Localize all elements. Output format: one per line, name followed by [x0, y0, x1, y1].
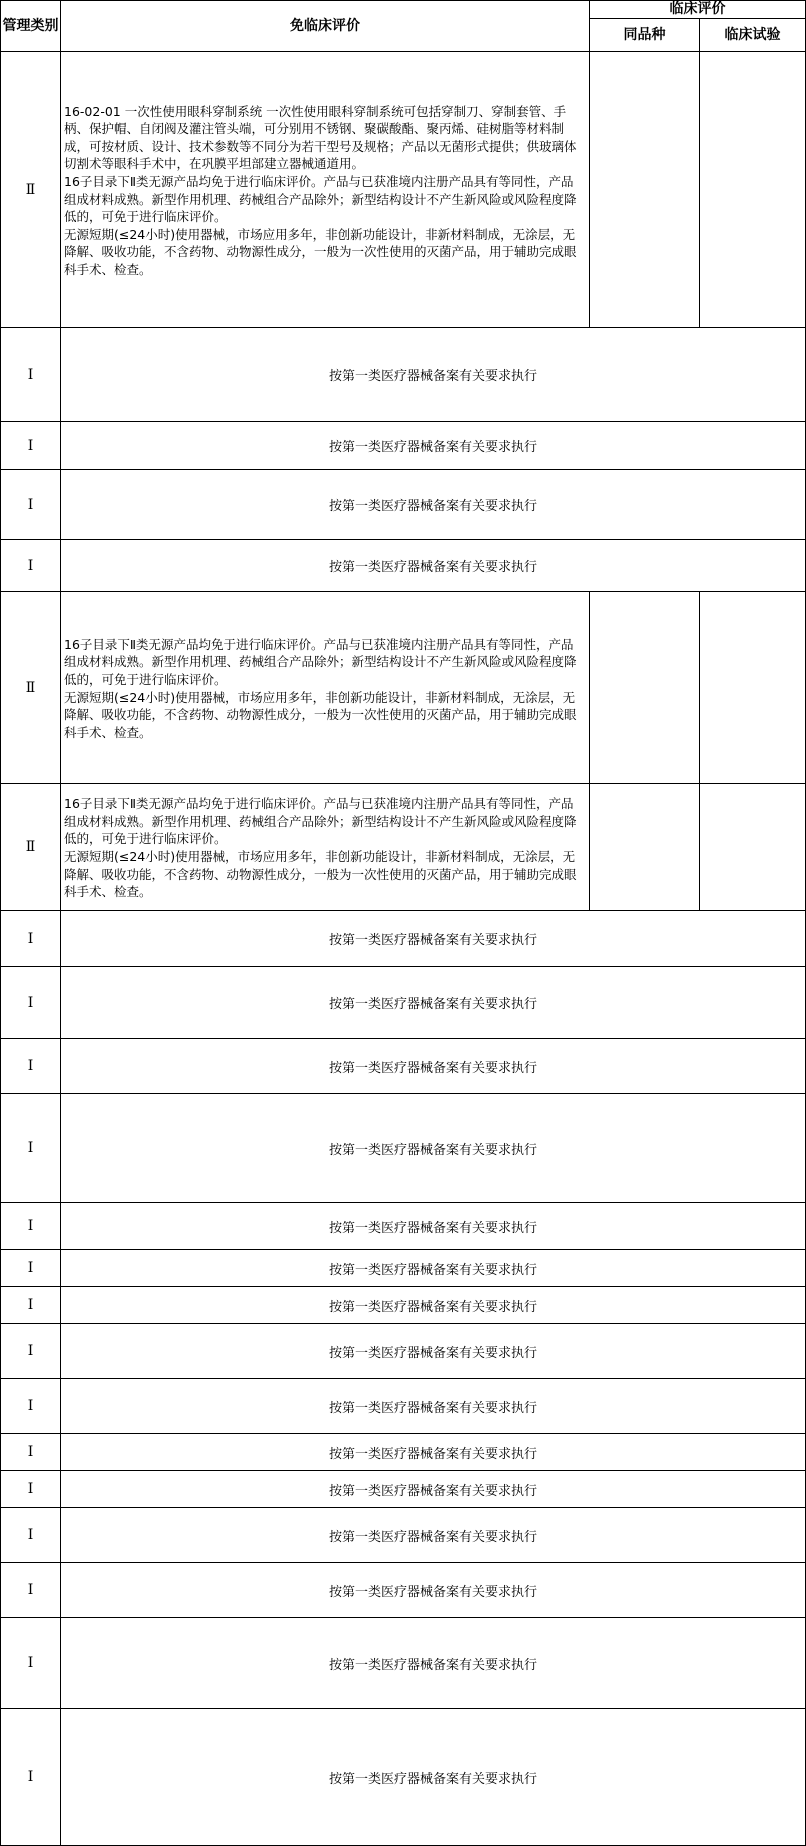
filing-requirement-cell: 按第一类医疗器械备案有关要求执行	[61, 540, 806, 592]
class-cell: Ⅱ	[1, 52, 61, 328]
class-cell: Ⅱ	[1, 592, 61, 784]
class-cell: Ⅰ	[1, 911, 61, 967]
table-row	[1, 1471, 806, 1508]
filing-requirement-cell: 按第一类医疗器械备案有关要求执行	[61, 911, 806, 967]
class-cell: Ⅰ	[1, 1434, 61, 1471]
class-cell: Ⅰ	[1, 1203, 61, 1250]
class-cell: Ⅰ	[1, 328, 61, 422]
filing-requirement-cell: 按第一类医疗器械备案有关要求执行	[61, 328, 806, 422]
table-row	[1, 470, 806, 540]
description-paragraph: 16子目录下Ⅱ类无源产品均免于进行临床评价。产品与已获准境内注册产品具有等同性，产品组成材料成熟。新型作用机理、药械组合产品除外；新型结构设计不产生新风险或风险程度降低的，可免于进行临床评价。	[64, 636, 577, 687]
table-row	[1, 422, 806, 470]
class-cell: Ⅰ	[1, 1508, 61, 1563]
description-paragraph: 16子目录下Ⅱ类无源产品均免于进行临床评价。产品与已获准境内注册产品具有等同性，产品组成材料成熟。新型作用机理、药械组合产品除外；新型结构设计不产生新风险或风险程度降低的，可免于进行临床评价。	[64, 796, 577, 847]
class-cell: Ⅱ	[1, 784, 61, 911]
filing-requirement-cell: 按第一类医疗器械备案有关要求执行	[61, 1287, 806, 1324]
class-cell: Ⅰ	[1, 1250, 61, 1287]
class-cell: Ⅰ	[1, 422, 61, 470]
description-paragraph: 16子目录下Ⅱ类无源产品均免于进行临床评价。产品与已获准境内注册产品具有等同性，产品组成材料成熟。新型作用机理、药械组合产品除外；新型结构设计不产生新风险或风险程度降低的，可免于进行临床评价。	[64, 173, 577, 225]
filing-requirement-cell: 按第一类医疗器械备案有关要求执行	[61, 1471, 806, 1508]
filing-requirement-cell: 按第一类医疗器械备案有关要求执行	[61, 1563, 806, 1618]
table-row	[1, 52, 806, 328]
filing-requirement-cell: 按第一类医疗器械备案有关要求执行	[61, 1203, 806, 1250]
filing-requirement-cell: 按第一类医疗器械备案有关要求执行	[61, 1324, 806, 1379]
table-row	[1, 911, 806, 967]
description-cell	[61, 592, 590, 784]
description-paragraph: 16-02-01 一次性使用眼科穿制系统 一次性使用眼科穿制系统可包括穿制刀、穿制套管、手柄、保护帽、自闭阀及灌注管头端，可分别用不锈钢、聚碳酸酯、聚丙烯、硅树脂等材料制成，可按材质、设计、技术参数等不同分为若干型号及规格；产品以无菌形式提供；供玻璃体切割术等眼科手术中，在巩膜平坦部建立器械通道用。	[64, 103, 577, 172]
filing-requirement-cell: 按第一类医疗器械备案有关要求执行	[61, 1094, 806, 1203]
description-cell	[61, 784, 590, 911]
class-cell: Ⅰ	[1, 1039, 61, 1094]
clinical-trial-cell	[700, 592, 806, 784]
header-clinical-eval: 临床评价	[590, 1, 806, 19]
header-clinical-trial: 临床试验	[700, 19, 806, 52]
header-same-variety: 同品种	[590, 19, 700, 52]
table-row	[1, 1039, 806, 1094]
clinical-trial-cell	[700, 784, 806, 911]
class-cell: Ⅰ	[1, 1563, 61, 1618]
filing-requirement-cell: 按第一类医疗器械备案有关要求执行	[61, 1379, 806, 1434]
table-row	[1, 592, 806, 784]
table-row	[1, 1250, 806, 1287]
class-cell: Ⅰ	[1, 1287, 61, 1324]
table-row	[1, 1508, 806, 1563]
table-row	[1, 1203, 806, 1250]
filing-requirement-cell: 按第一类医疗器械备案有关要求执行	[61, 1250, 806, 1287]
filing-requirement-cell: 按第一类医疗器械备案有关要求执行	[61, 422, 806, 470]
filing-requirement-cell: 按第一类医疗器械备案有关要求执行	[61, 470, 806, 540]
same-variety-cell	[590, 784, 700, 911]
filing-requirement-cell: 按第一类医疗器械备案有关要求执行	[61, 1508, 806, 1563]
filing-requirement-cell: 按第一类医疗器械备案有关要求执行	[61, 1709, 806, 1846]
description-paragraph: 无源短期(≤24小时)使用器械，市场应用多年，非创新功能设计，非新材料制成，无涂层，无降解、吸收功能，不含药物、动物源性成分，一般为一次性使用的灭菌产品，用于辅助完成眼科手术、检查。	[64, 689, 577, 740]
table-row	[1, 1287, 806, 1324]
class-cell: Ⅰ	[1, 1618, 61, 1709]
table-row	[1, 1618, 806, 1709]
header-exemption: 免临床评价	[61, 1, 590, 52]
class-cell: Ⅰ	[1, 1709, 61, 1846]
table-row	[1, 967, 806, 1039]
table-row	[1, 1563, 806, 1618]
table-row	[1, 540, 806, 592]
header-management-class: 管理类别	[1, 1, 61, 52]
class-cell: Ⅰ	[1, 1471, 61, 1508]
filing-requirement-cell: 按第一类医疗器械备案有关要求执行	[61, 1434, 806, 1471]
class-cell: Ⅰ	[1, 540, 61, 592]
table-row	[1, 1434, 806, 1471]
table-row	[1, 1324, 806, 1379]
filing-requirement-cell: 按第一类医疗器械备案有关要求执行	[61, 967, 806, 1039]
description-cell	[61, 52, 590, 328]
class-cell: Ⅰ	[1, 1379, 61, 1434]
class-cell: Ⅰ	[1, 967, 61, 1039]
clinical-trial-cell	[700, 52, 806, 328]
table-row	[1, 1379, 806, 1434]
table-row	[1, 328, 806, 422]
description-paragraph: 无源短期(≤24小时)使用器械，市场应用多年，非创新功能设计，非新材料制成，无涂层，无降解、吸收功能，不含药物、动物源性成分，一般为一次性使用的灭菌产品，用于辅助完成眼科手术、检查。	[64, 849, 577, 900]
filing-requirement-cell: 按第一类医疗器械备案有关要求执行	[61, 1618, 806, 1709]
table-row	[1, 1709, 806, 1846]
table-row	[1, 784, 806, 911]
class-cell: Ⅰ	[1, 1324, 61, 1379]
table-row	[1, 1094, 806, 1203]
filing-requirement-cell: 按第一类医疗器械备案有关要求执行	[61, 1039, 806, 1094]
class-cell: Ⅰ	[1, 1094, 61, 1203]
class-cell: Ⅰ	[1, 470, 61, 540]
same-variety-cell	[590, 592, 700, 784]
description-paragraph: 无源短期(≤24小时)使用器械，市场应用多年，非创新功能设计，非新材料制成，无涂层，无降解、吸收功能，不含药物、动物源性成分，一般为一次性使用的灭菌产品，用于辅助完成眼科手术、检查。	[64, 226, 577, 277]
same-variety-cell	[590, 52, 700, 328]
